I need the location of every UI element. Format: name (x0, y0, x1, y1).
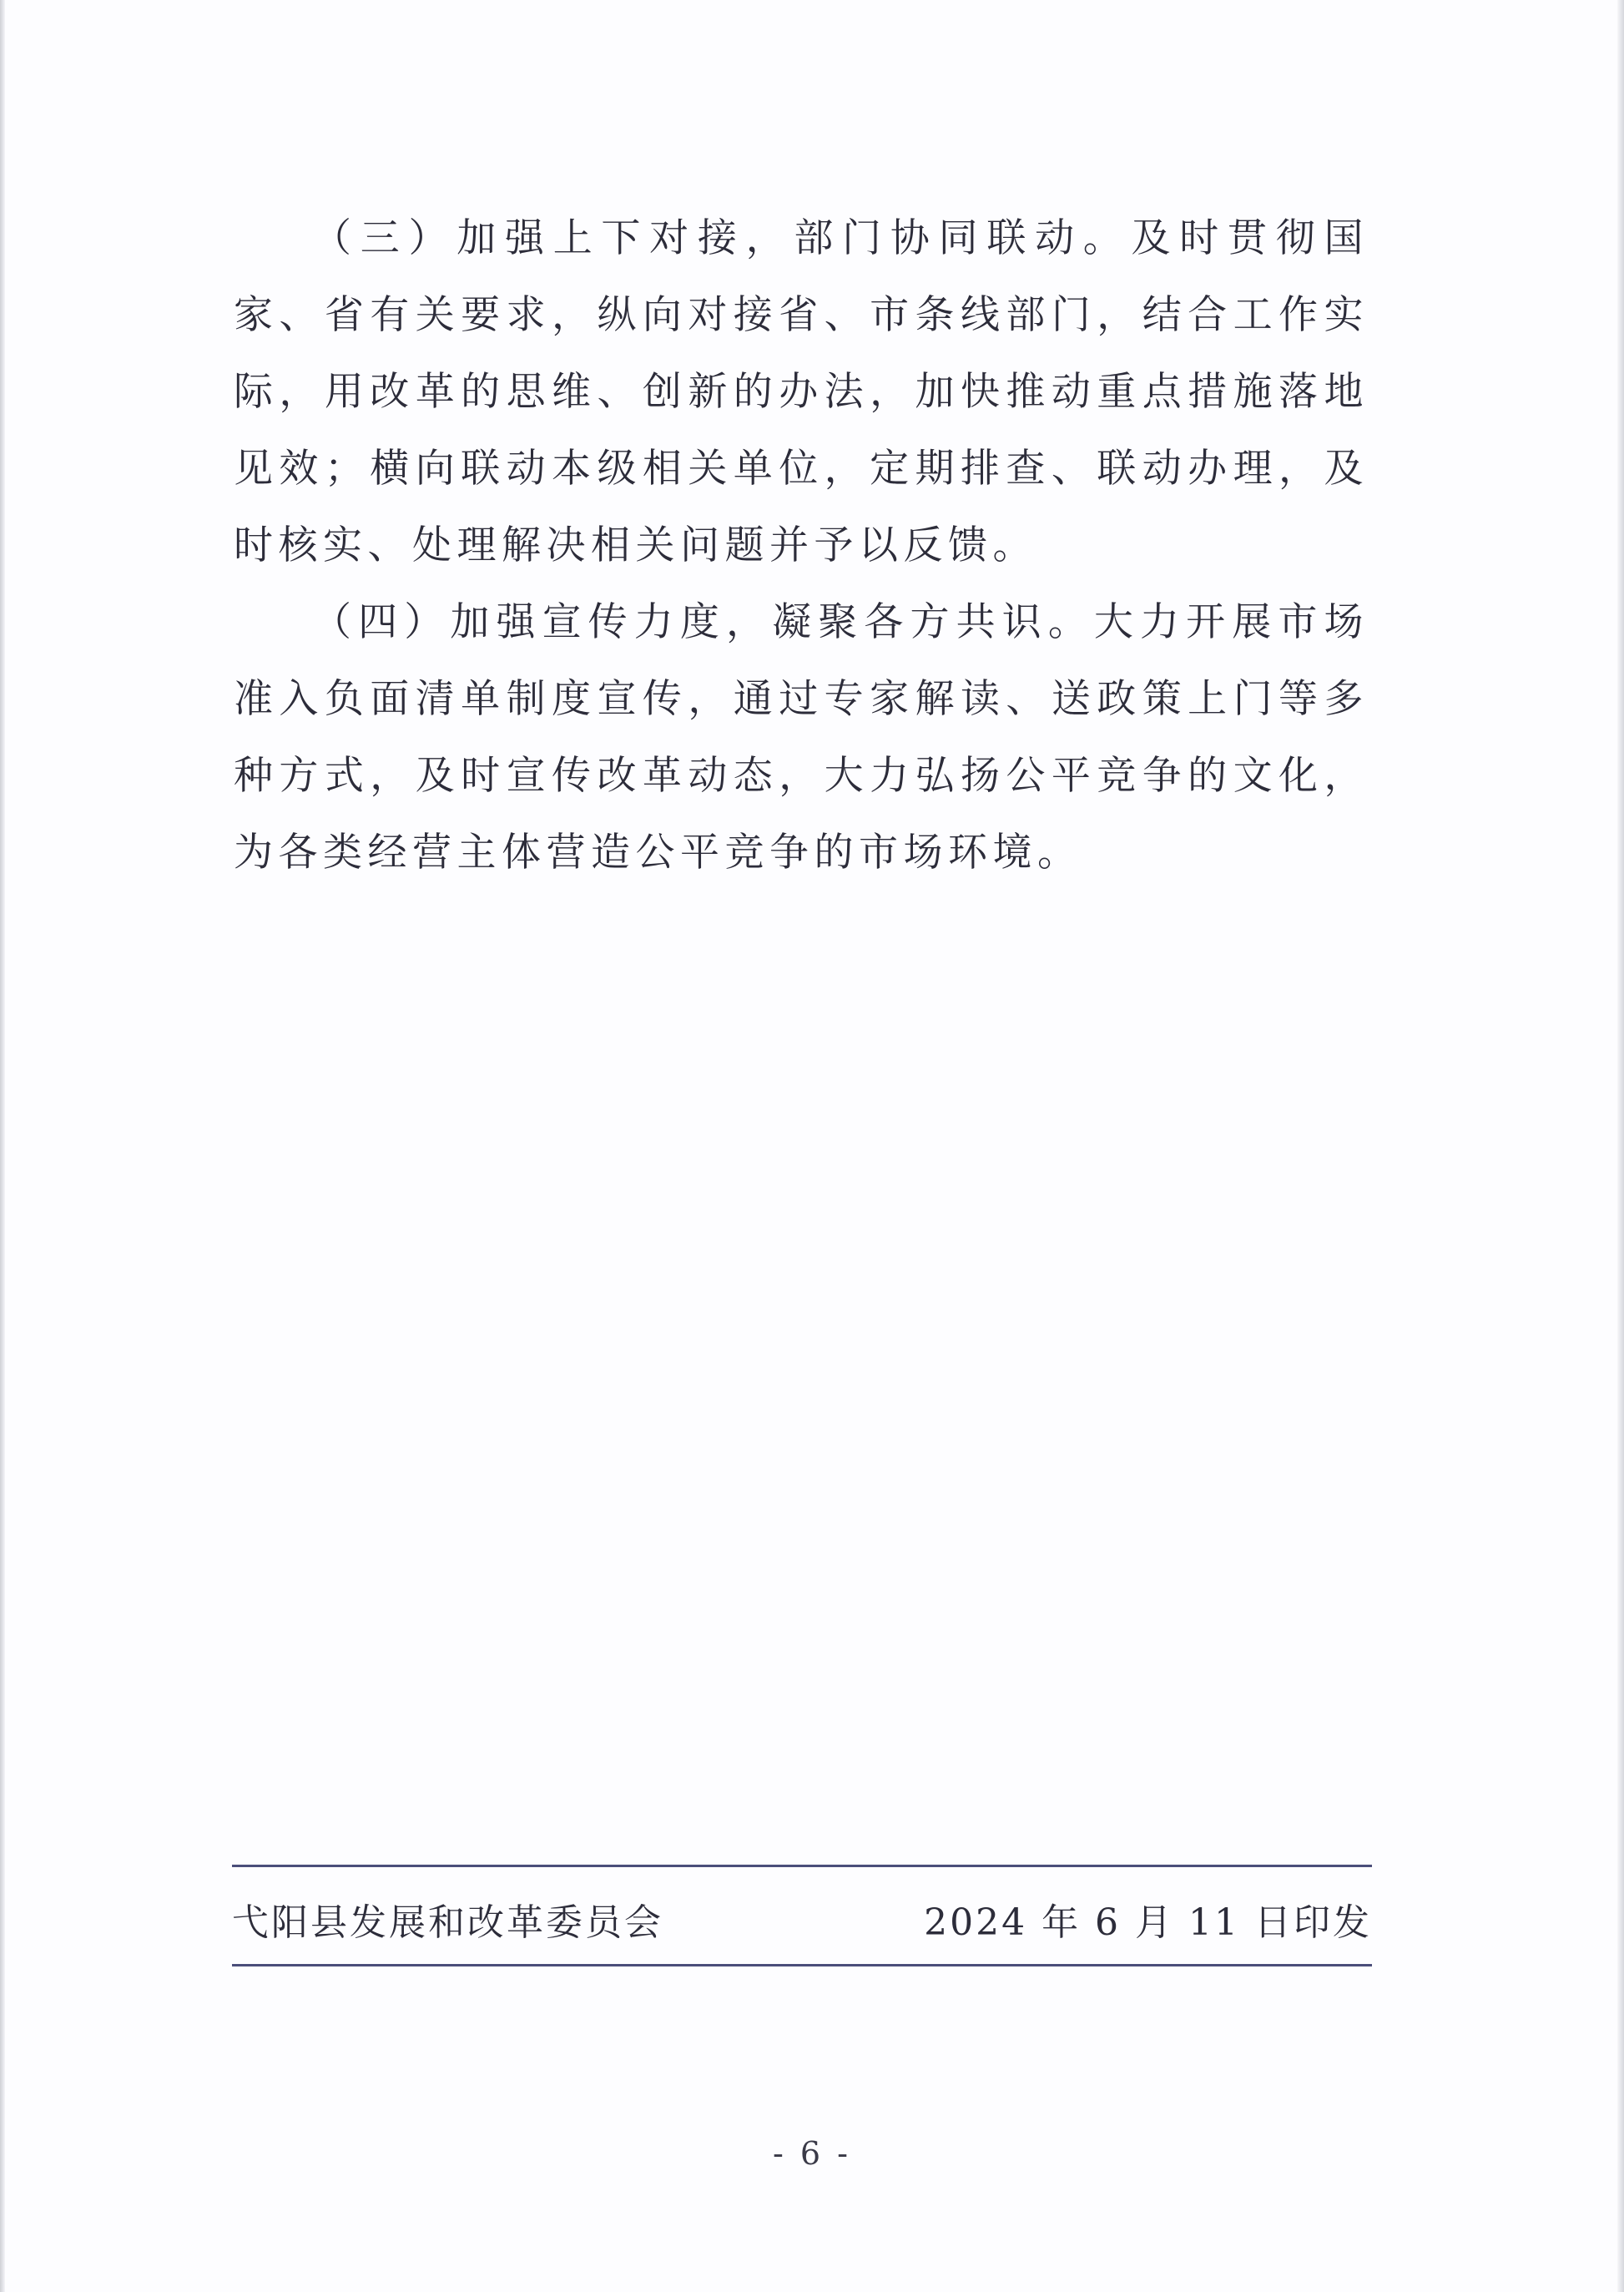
issuer-name: 弋阳县发展和改革委员会 (232, 1901, 663, 1944)
paragraph-three: （三）加强上下对接，部门协同联动。及时贯彻国家、省有关要求，纵向对接省、市条线部门，结合工作实际，用改革的思维、创新的办法，加快推动重点措施落地见效；横向联动本级相关单位，定期排查、联动办理，及时核实、处理解决相关问题并予以反馈。 (234, 215, 1369, 568)
page-number: - 6 - (772, 2135, 851, 2172)
paper-edge-left (0, 0, 5, 2292)
paper-edge-right (1617, 0, 1624, 2292)
issuance-footer (232, 1865, 1372, 1966)
issue-date: 2024 年 6 月 11 日印发 (924, 1901, 1372, 1944)
paragraph-four: （四）加强宣传力度，凝聚各方共识。大力开展市场准入负面清单制度宣传，通过专家解读、送政策上门等多种方式，及时宣传改革动态，大力弘扬公平竞争的文化，为各类经营主体营造公平竞争的市场环境。 (234, 599, 1369, 876)
body-text (234, 200, 1369, 891)
